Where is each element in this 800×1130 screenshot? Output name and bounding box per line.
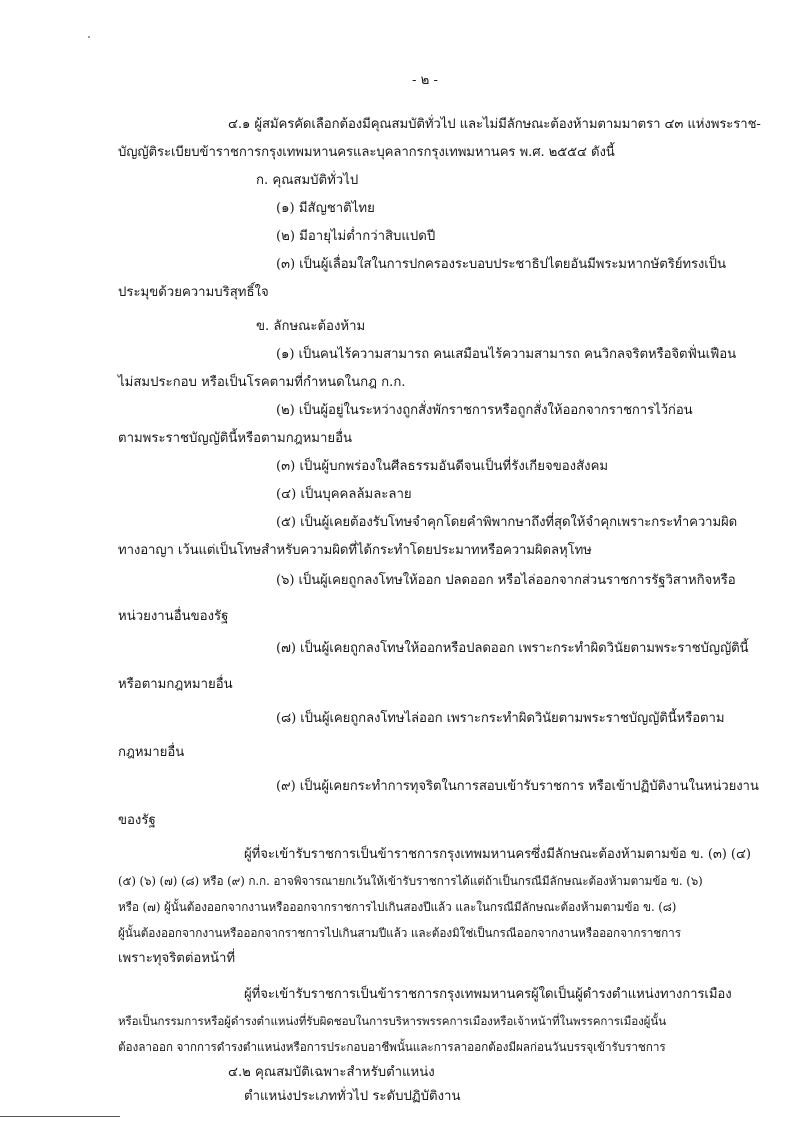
- body-line: ตามพระราชบัญญัตินี้หรือตามกฎหมายอื่น: [118, 431, 353, 446]
- body-line: (๑) มีสัญชาติไทย: [276, 201, 375, 216]
- footer-rule: [0, 1116, 120, 1117]
- body-line: ก. คุณสมบัติทั่วไป: [256, 173, 359, 188]
- body-line: ไม่สมประกอบ หรือเป็นโรคตามที่กำหนดในกฎ ก.ก.: [118, 375, 406, 390]
- body-line: ต้องลาออก จากการดำรงตำแหน่งหรือการประกอบอาชีพนั้นและการลาออกต้องมีผลก่อนวันบรรจุเข้ารับราชการ: [118, 1040, 666, 1054]
- body-line: ข. ลักษณะต้องห้าม: [256, 319, 366, 334]
- body-line: (๒) เป็นผู้อยู่ในระหว่างถูกสั่งพักราชการหรือถูกสั่งให้ออกจากราชการไว้ก่อน: [276, 403, 693, 418]
- body-line: (๒) มีอายุไม่ต่ำกว่าสิบแปดปี: [276, 229, 436, 244]
- body-line: ของรัฐ: [118, 813, 156, 828]
- body-line: บัญญัติระเบียบข้าราชการกรุงเทพมหานครและบุคลากรกรุงเทพมหานคร พ.ศ. ๒๕๕๔ ดังนี้: [118, 145, 615, 160]
- body-line: หรือเป็นกรรมการหรือผู้ดำรงตำแหน่งที่รับผิดชอบในการบริหารพรรคการเมืองหรือเจ้าหน้าที่ในพรรคการเมืองผู้นั้น: [118, 1014, 667, 1028]
- scan-speck: [88, 36, 90, 38]
- body-line: ผู้นั้นต้องออกจากงานหรือออกจากราชการไปเกินสามปีแล้ว และต้องมิใช่เป็นกรณีออกจากงานหรือออกจากราชการ: [118, 926, 681, 940]
- body-line: ผู้ที่จะเข้ารับราชการเป็นข้าราชการกรุงเทพมหานครซึ่งมีลักษณะต้องห้ามตามข้อ ข. (๓) (๔): [244, 847, 751, 862]
- body-line: ๔.๑ ผู้สมัครคัดเลือกต้องมีคุณสมบัติทั่วไป และไม่มีลักษณะต้องห้ามตามมาตรา ๔๓ แห่งพระราช-: [228, 117, 761, 132]
- body-line: เพราะทุจริตต่อหน้าที่: [118, 951, 236, 966]
- body-line: (๗) เป็นผู้เคยถูกลงโทษให้ออกหรือปลดออก เพราะกระทำผิดวินัยตามพระราชบัญญัตินี้: [276, 641, 749, 656]
- body-line: (๔) เป็นบุคคลล้มละลาย: [276, 487, 412, 502]
- section-heading: ๔.๒ คุณสมบัติเฉพาะสำหรับตำแหน่ง: [228, 1065, 435, 1080]
- body-line: (๕) (๖) (๗) (๘) หรือ (๙) ก.ก. อาจพิจารณายกเว้นให้เข้ารับราชการได้แต่ถ้าเป็นกรณีมีลักษณะต้องห้ามตามข้อ ข. (๖): [118, 874, 703, 888]
- body-line: หรือตามกฎหมายอื่น: [118, 677, 233, 692]
- body-line: (๓) เป็นผู้เลื่อมใสในการปกครองระบอบประชาธิปไตยอันมีพระมหากษัตริย์ทรงเป็น: [276, 257, 726, 272]
- body-line: หน่วยงานอื่นของรัฐ: [118, 609, 229, 624]
- body-line: (๖) เป็นผู้เคยถูกลงโทษให้ออก ปลดออก หรือไล่ออกจากส่วนราชการรัฐวิสาหกิจหรือ: [276, 573, 736, 588]
- body-line: (๘) เป็นผู้เคยถูกลงโทษไล่ออก เพราะกระทำผิดวินัยตามพระราชบัญญัตินี้หรือตาม: [276, 711, 725, 726]
- body-line: ทางอาญา เว้นแต่เป็นโทษสำหรับความผิดที่ได้กระทำโดยประมาทหรือความผิดลหุโทษ: [118, 543, 592, 558]
- body-line: (๙) เป็นผู้เคยกระทำการทุจริตในการสอบเข้ารับราชการ หรือเข้าปฏิบัติงานในหน่วยงาน: [276, 779, 759, 794]
- body-line: ผู้ที่จะเข้ารับราชการเป็นข้าราชการกรุงเทพมหานครผู้ใดเป็นผู้ดำรงตำแหน่งทางการเมือง: [244, 987, 732, 1002]
- body-line: ประมุขด้วยความบริสุทธิ์ใจ: [118, 285, 269, 300]
- body-line: ตำแหน่งประเภททั่วไป ระดับปฏิบัติงาน: [244, 1089, 461, 1104]
- body-line: (๑) เป็นคนไร้ความสามารถ คนเสมือนไร้ความสามารถ คนวิกลจริตหรือจิตฟั่นเฟือน: [276, 347, 737, 362]
- body-line: (๓) เป็นผู้บกพร่องในศีลธรรมอันดีจนเป็นที่รังเกียจของสังคม: [276, 459, 609, 474]
- page-number: - ๒ -: [412, 73, 438, 88]
- body-line: กฎหมายอื่น: [118, 745, 185, 760]
- body-line: (๕) เป็นผู้เคยต้องรับโทษจำคุกโดยคำพิพากษาถึงที่สุดให้จำคุกเพราะกระทำความผิด: [276, 515, 738, 530]
- body-line: หรือ (๗) ผู้นั้นต้องออกจากงานหรือออกจากราชการไปเกินสองปีแล้ว และในกรณีมีลักษณะต้องห้ามตามข้อ ข. (๘): [118, 900, 677, 914]
